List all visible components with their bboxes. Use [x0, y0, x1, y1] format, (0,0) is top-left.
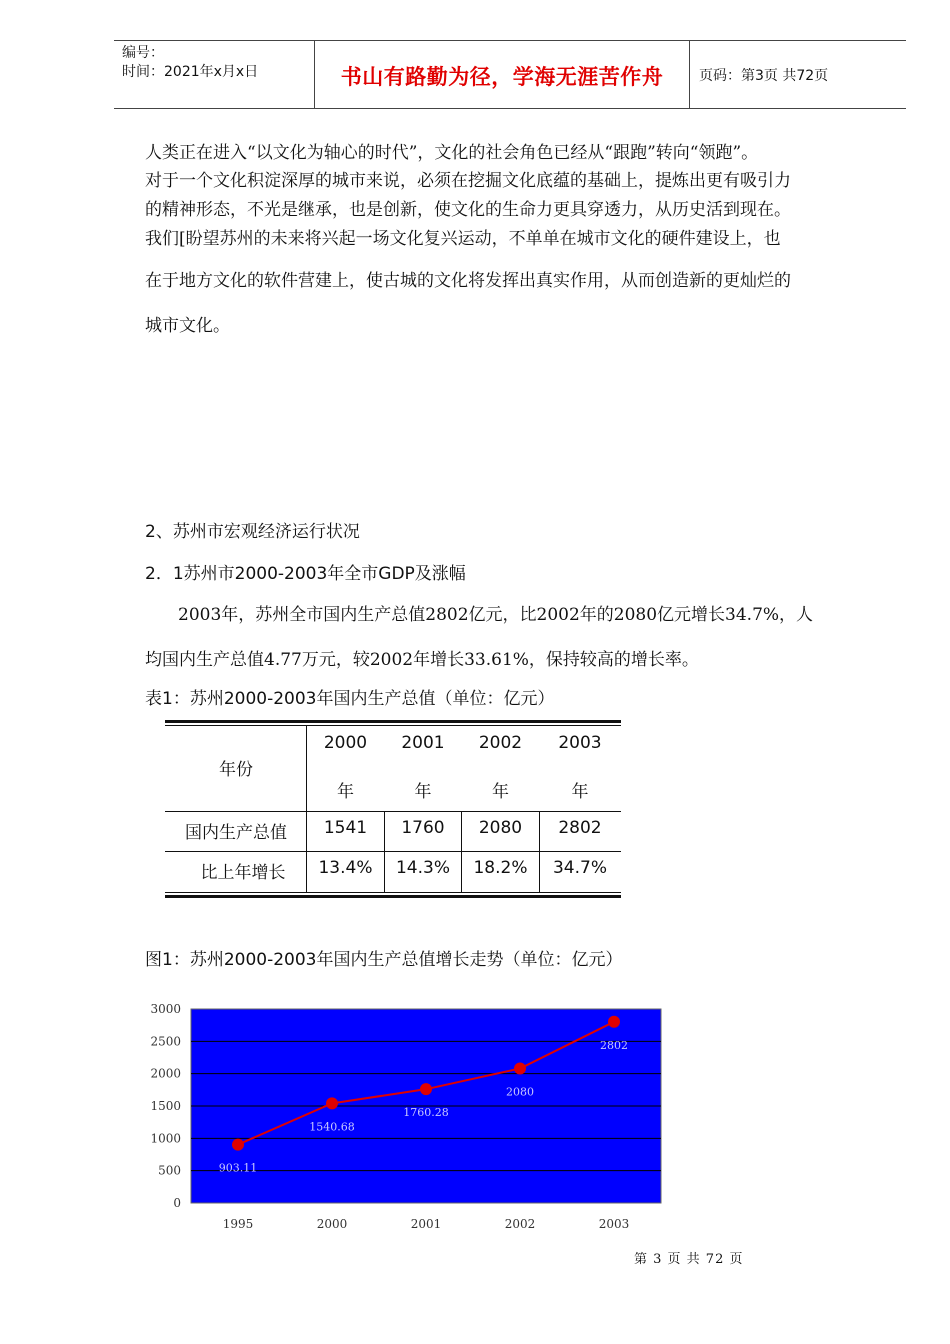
table-cell: 13.4%	[318, 858, 373, 878]
data-point	[232, 1139, 244, 1151]
header-page-number: 页码：第3页 共72页	[699, 68, 829, 84]
document-number-label: 编号：	[122, 45, 164, 61]
table-cell: 1760	[401, 818, 445, 838]
y-tick-label: 1500	[150, 1099, 181, 1113]
table-year: 2000	[323, 733, 368, 753]
intro-line: 对于一个文化积淀深厚的城市来说，必须在挖掘文化底蕴的基础上，提炼出更有吸引力	[145, 171, 791, 191]
section-paragraph-line: 2003年，苏州全市国内生产总值2802亿元，比2002年的2080亿元增长34.7%，人	[178, 605, 814, 625]
y-tick-label: 2000	[150, 1066, 181, 1081]
table-row-header: 年份	[219, 760, 253, 780]
gdp-line-chart	[140, 995, 680, 1240]
table-year-suffix: 年	[414, 782, 432, 802]
data-label: 1540.68	[309, 1120, 355, 1134]
header-motto-cell	[315, 41, 690, 108]
document-date-label: 时间：2021年x月x日	[122, 64, 259, 80]
intro-line: 人类正在进入“以文化为轴心的时代”，文化的社会角色已经从“跟跑”转向“领跑”。	[145, 143, 759, 163]
table-year-suffix: 年	[337, 782, 354, 802]
data-label: 2080	[506, 1085, 534, 1099]
data-label: 2802	[600, 1038, 628, 1052]
section-subheading: 2．1苏州市2000-2003年全市GDP及涨幅	[145, 564, 466, 584]
y-tick-label: 1000	[150, 1131, 181, 1146]
table-caption: 表1：苏州2000-2003年国内生产总值（单位：亿元）	[145, 689, 555, 709]
x-tick-label: 2001	[410, 1217, 442, 1231]
table-year: 2001	[401, 733, 445, 753]
data-label: 1760.28	[403, 1106, 449, 1120]
table-rule	[165, 811, 621, 812]
table-row-label: 国内生产总值	[185, 823, 287, 843]
data-point	[514, 1062, 526, 1074]
y-tick-label: 3000	[150, 1002, 181, 1016]
y-tick-label: 2500	[150, 1034, 181, 1049]
data-point	[420, 1083, 432, 1095]
header-meta-cell	[114, 41, 315, 108]
header-page-cell	[690, 41, 906, 108]
intro-line: 在于地方文化的软件营建上，使古城的文化将发挥出真实作用，从而创造新的更灿烂的	[145, 271, 791, 291]
table-cell: 18.2%	[473, 858, 528, 878]
table-year-suffix: 年	[571, 782, 589, 802]
table-rule	[165, 851, 621, 852]
page-header	[114, 40, 906, 109]
table-cell: 2080	[478, 818, 523, 838]
intro-line: 我们[盼望苏州的未来将兴起一场文化复兴运动，不单单在城市文化的硬件建设上，也	[145, 229, 781, 249]
y-tick-label: 500	[158, 1163, 181, 1178]
table-rule	[165, 720, 621, 723]
table-rule	[165, 892, 621, 893]
intro-line: 的精神形态，不光是继承，也是创新，使文化的生命力更具穿透力，从历史活到现在。	[145, 200, 791, 220]
table-year: 2003	[558, 733, 602, 753]
table-year-suffix: 年	[492, 782, 509, 802]
data-label: 903.11	[218, 1161, 258, 1175]
x-tick-label: 2000	[316, 1217, 348, 1231]
page-footer: 第 3 页 共 72 页	[634, 1252, 744, 1267]
table-cell: 1541	[323, 818, 368, 838]
figure-caption: 图1：苏州2000-2003年国内生产总值增长走势（单位：亿元）	[145, 950, 623, 970]
x-tick-label: 2002	[504, 1217, 536, 1231]
table-cell: 14.3%	[395, 858, 450, 878]
table-row-label: 比上年增长	[200, 863, 286, 883]
table-cell: 2802	[558, 818, 602, 838]
table-year: 2002	[478, 733, 523, 753]
table-cell: 34.7%	[552, 858, 607, 878]
intro-line: 城市文化。	[145, 316, 230, 336]
section-heading: 2、苏州市宏观经济运行状况	[145, 522, 360, 542]
x-tick-label: 2003	[598, 1217, 630, 1231]
header-motto: 书山有路勤为径，学海无涯苦作舟	[340, 65, 664, 89]
table-rule	[165, 895, 621, 898]
data-point	[326, 1097, 338, 1109]
section-paragraph-line: 均国内生产总值4.77万元，较2002年增长33.61%，保持较高的增长率。	[145, 650, 699, 670]
y-tick-label: 0	[173, 1196, 181, 1210]
data-point	[608, 1016, 620, 1028]
table-rule	[165, 725, 621, 726]
x-tick-label: 1995	[222, 1217, 254, 1231]
